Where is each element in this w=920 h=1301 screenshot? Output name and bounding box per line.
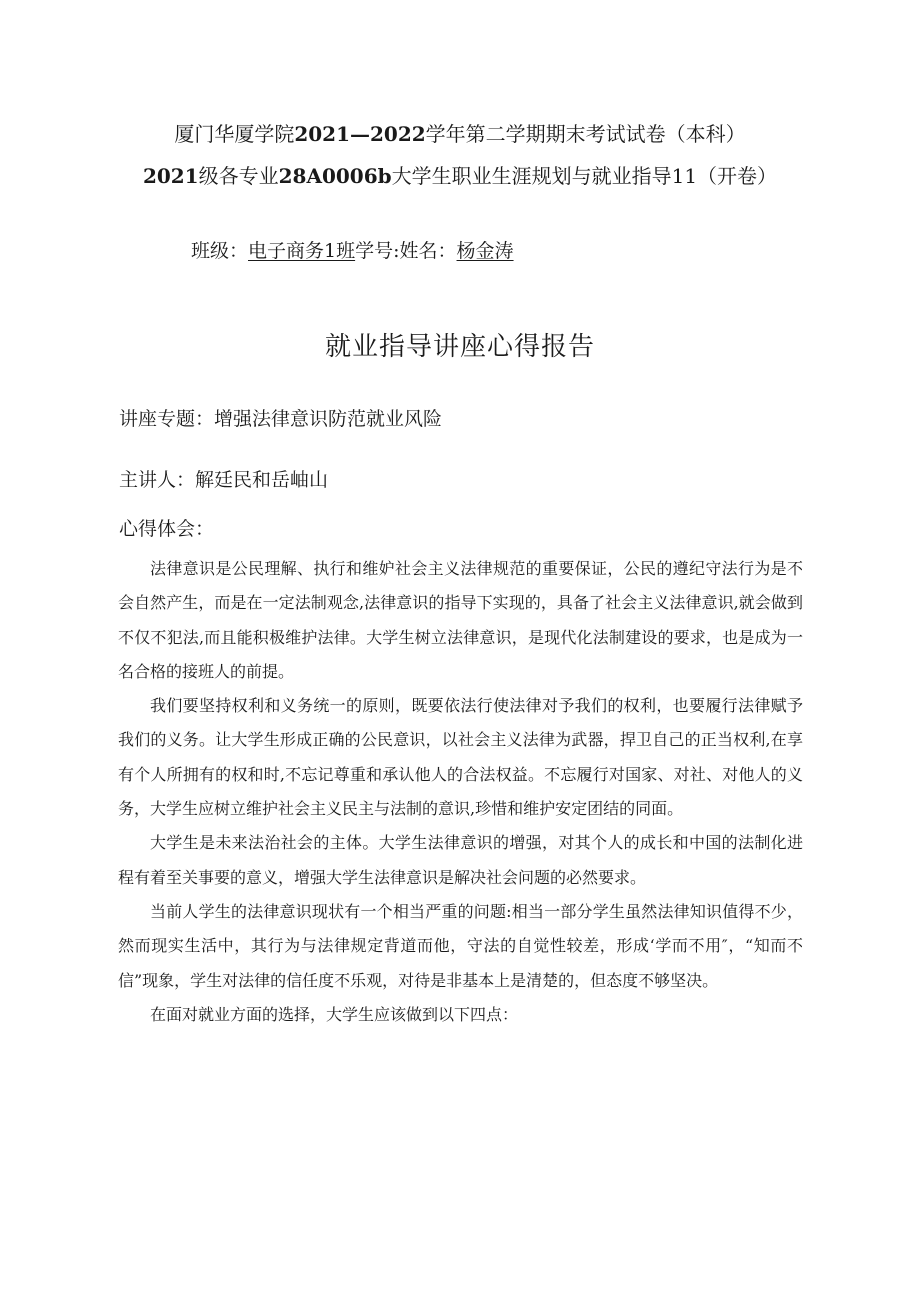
- name-value: 杨金涛: [456, 240, 514, 262]
- exam-header-line-1: [0, 118, 920, 147]
- paragraph: 大学生是未来法治社会的主体。大学生法律意识的增强，对其个人的成长和中国的法制化进程有着至关事要的意义，增强大学生法律意识是解决社会问题的必然要求。: [118, 833, 803, 887]
- name-label: 姓名：: [399, 240, 457, 262]
- paragraph: 在面对就业方面的选择，大学生应该做到以下四点：: [150, 1004, 519, 1024]
- class-value: 电子商务1班: [248, 240, 356, 262]
- course-code: 28A0006b: [278, 164, 392, 188]
- student-info-line: [191, 236, 514, 263]
- paragraph: 我们要坚持权利和义务统一的原则，既要依法行使法律对予我们的权利，也要履行法律赋予我们的义务。让大学生形成正确的公民意识，以社会主义法律为武器，捍卫自己的正当权利,在享有个人所拥有的权和时,不忘记尊重和承认他人的合法权益。不忘履行对国家、对社、对他人的义务，大学生应树立维护社会主义民主与法制的意识,珍惜和维护安定团结的同面。: [118, 696, 803, 819]
- school-name: 厦门华厦学院: [174, 122, 295, 146]
- course-name: 大学生职业生涯规划与就业指导11（开卷）: [391, 164, 778, 188]
- paragraph: 当前人学生的法律意识现状有一个相当严重的问题:相当一部分学生虽然法律知识值得不少，然而现实生活中，其行为与法律规定背道而他，守法的自觉性较差，形成‘学而不用″，“知而不信”现象，学生对法律的信任度不乐观，对待是非基本上是清楚的，但态度不够坚决。: [118, 901, 803, 990]
- reflection-heading: 心得体会：: [119, 518, 215, 540]
- lecture-speaker: 主讲人：解廷民和岳岫山: [119, 469, 329, 491]
- lecture-topic: 讲座专题：增强法律意识防范就业风险: [119, 408, 443, 430]
- grade-year: 2021: [142, 164, 199, 188]
- academic-year: 2021—2022: [294, 122, 426, 146]
- report-title: 就业指导讲座心得报告: [324, 332, 595, 362]
- class-label: 班级：: [191, 240, 249, 262]
- report-body: [118, 552, 803, 1032]
- student-id-label: 学号:: [355, 240, 400, 262]
- exam-header-line-2: [0, 160, 920, 189]
- paragraph: 法律意识是公民理解、执行和维妒社会主义法律规范的重要保证，公民的遵纪守法行为是不会自然产生，而是在一定法制观念,法律意识的指导下实现的，具备了社会主义法律意识,就会做到不仅不犯法,而且能积极维护法律。大学生树立法律意识，是现代化法制建设的要求，也是成为一名合格的接班人的前提。: [118, 559, 803, 681]
- grade-suffix: 级各专业: [198, 164, 279, 188]
- exam-type: 学年第二学期期末考试试卷（本科）: [425, 122, 746, 146]
